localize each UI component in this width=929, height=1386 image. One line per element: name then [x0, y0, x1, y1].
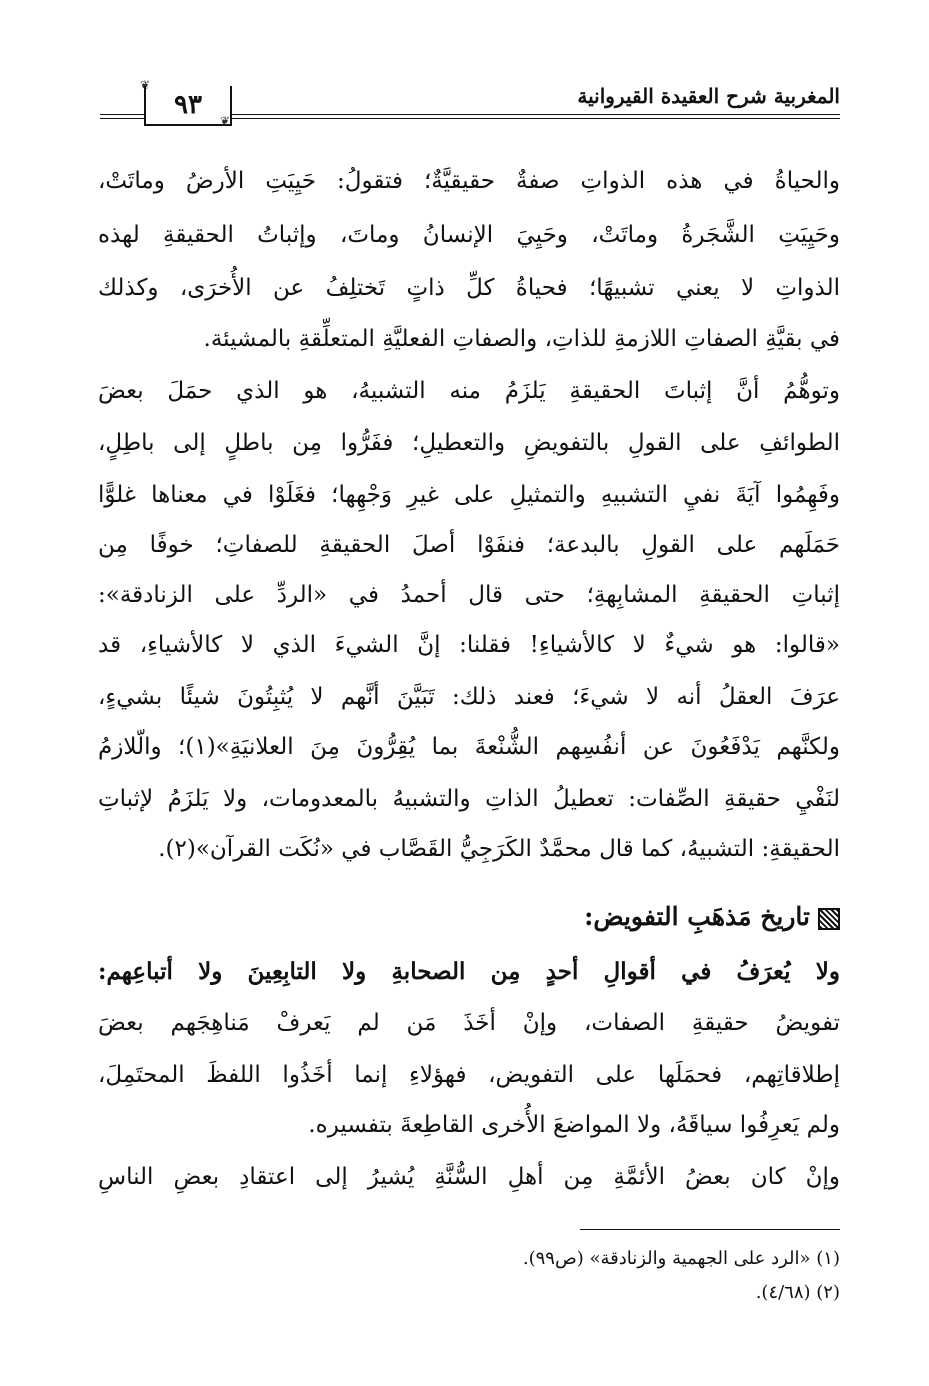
- header-rule: [100, 114, 144, 115]
- header-rule: [100, 118, 144, 119]
- ornament-icon: ❦: [220, 114, 231, 128]
- text-line: ولم يَعرِفُوا سياقَهُ، ولا المواضعَ الأُخرى القاطِعةَ بتفسيره.: [308, 1112, 840, 1138]
- text-line: وحَيِيَتِ الشَّجَرةُ وماتَتْ، وحَيِيَ الإنسانُ وماتَ، وإثباتُ الحقيقةِ لهذه: [98, 222, 840, 248]
- text-line: في بقيَّةِ الصفاتِ اللازمةِ للذاتِ، والصفاتِ الفعليَّةِ المتعلِّقةِ بالمشيئة.: [203, 326, 840, 352]
- text-line: ولا يُعرَفُ في أقوالِ أحدٍ مِن الصحابةِ ولا التابِعِينَ ولا أتباعِهم:: [98, 958, 840, 985]
- footnote-rule: [580, 1229, 840, 1230]
- text-line: ولكنَّهم يَدْفَعُونَ عن أنفُسِهم الشُّنْعةَ بما يُقِرُّونَ مِنَ العلانيَةِ»(١)؛ والّلازمُ: [98, 734, 840, 760]
- book-title: المغربية شرح العقيدة القيروانية: [577, 84, 840, 108]
- text-line: الذواتِ لا يعني تشبيهًا؛ فحياةُ كلِّ ذاتٍ تَختلِفُ عن الأُخرَى، وكذلك: [98, 275, 840, 301]
- text-line: الطوائفِ على القولِ بالتفويضِ والتعطيلِ؛ ففَرُّوا مِن باطلٍ إلى باطِلٍ،: [98, 430, 840, 456]
- text-line: وإنْ كان بعضُ الأئمَّةِ مِن أهلِ السُّنَّةِ يُشيرُ إلى اعتقادِ بعضِ الناسِ: [98, 1164, 840, 1190]
- text-line: وفَهِمُوا آيَةَ نفيِ التشبيهِ والتمثيلِ على غيرِ وَجْهِها؛ فغَلَوْا في معناها غلوًّا: [98, 482, 840, 508]
- page-number: ٩٣: [144, 86, 232, 126]
- page-header: [100, 78, 840, 134]
- section-heading: [98, 902, 840, 931]
- text-line: تفويضُ حقيقةِ الصفات، وإنْ أخَذَ مَن لم يَعرفْ مَناهِجَهم بعضَ: [98, 1010, 840, 1036]
- section-heading-text: تاريخ مَذهَبِ التفويض:: [584, 902, 810, 931]
- text-line: «قالوا: هو شيءٌ لا كالأشياءِ! فقلنا: إنَّ الشيءَ الذي لا كالأشياءِ، قد: [98, 632, 840, 658]
- footnote: (١) «الرد على الجهمية والزنادقة» (ص٩٩).: [522, 1248, 840, 1269]
- footnote: (٢) (٤/٦٨).: [755, 1282, 840, 1303]
- heading-ornament-icon: [818, 908, 840, 930]
- text-line: والحياةُ في هذه الذواتِ صفةٌ حقيقيَّةٌ؛ فتقولُ: حَيِيَتِ الأرضُ وماتَتْ،: [98, 168, 840, 194]
- text-line: عرَفَ العقلُ أنه لا شيءَ؛ فعند ذلك: تَبَيَّنَ أنَّهم لا يُثبِتُونَ شيئًا بشيءٍ،: [98, 684, 840, 710]
- text-line: إطلاقاتِهم، فحمَلَها على التفويض، فهؤلاءِ إنما أخَذُوا اللفظَ المحتَمِلَ،: [98, 1062, 840, 1088]
- text-line: وتوهُّمُ أنَّ إثباتَ الحقيقةِ يَلزَمُ منه التشبيهُ، هو الذي حمَلَ بعضَ: [98, 378, 840, 404]
- text-line: لنَفْيِ حقيقةِ الصِّفات: تعطيلُ الذاتِ والتشبيهُ بالمعدومات، ولا يَلزَمُ لإثباتِ: [98, 786, 840, 812]
- header-rule: [232, 118, 840, 119]
- text-line: حَمَلَهم على القولِ بالبدعة؛ فنفَوْا أصلَ الحقيقةِ للصفاتِ؛ خوفًا مِن: [98, 532, 840, 558]
- text-line: إثباتِ الحقيقةِ المشابِهةِ؛ حتى قال أحمدُ في «الردِّ على الزنادقة»:: [98, 582, 840, 608]
- text-line: الحقيقةِ: التشبيهُ، كما قال محمَّدٌ الكَرَجِيُّ القَصَّاب في «نُكَت القرآن»(٢).: [158, 836, 840, 862]
- header-rule: [232, 114, 840, 115]
- ornament-icon: ❦: [140, 78, 151, 92]
